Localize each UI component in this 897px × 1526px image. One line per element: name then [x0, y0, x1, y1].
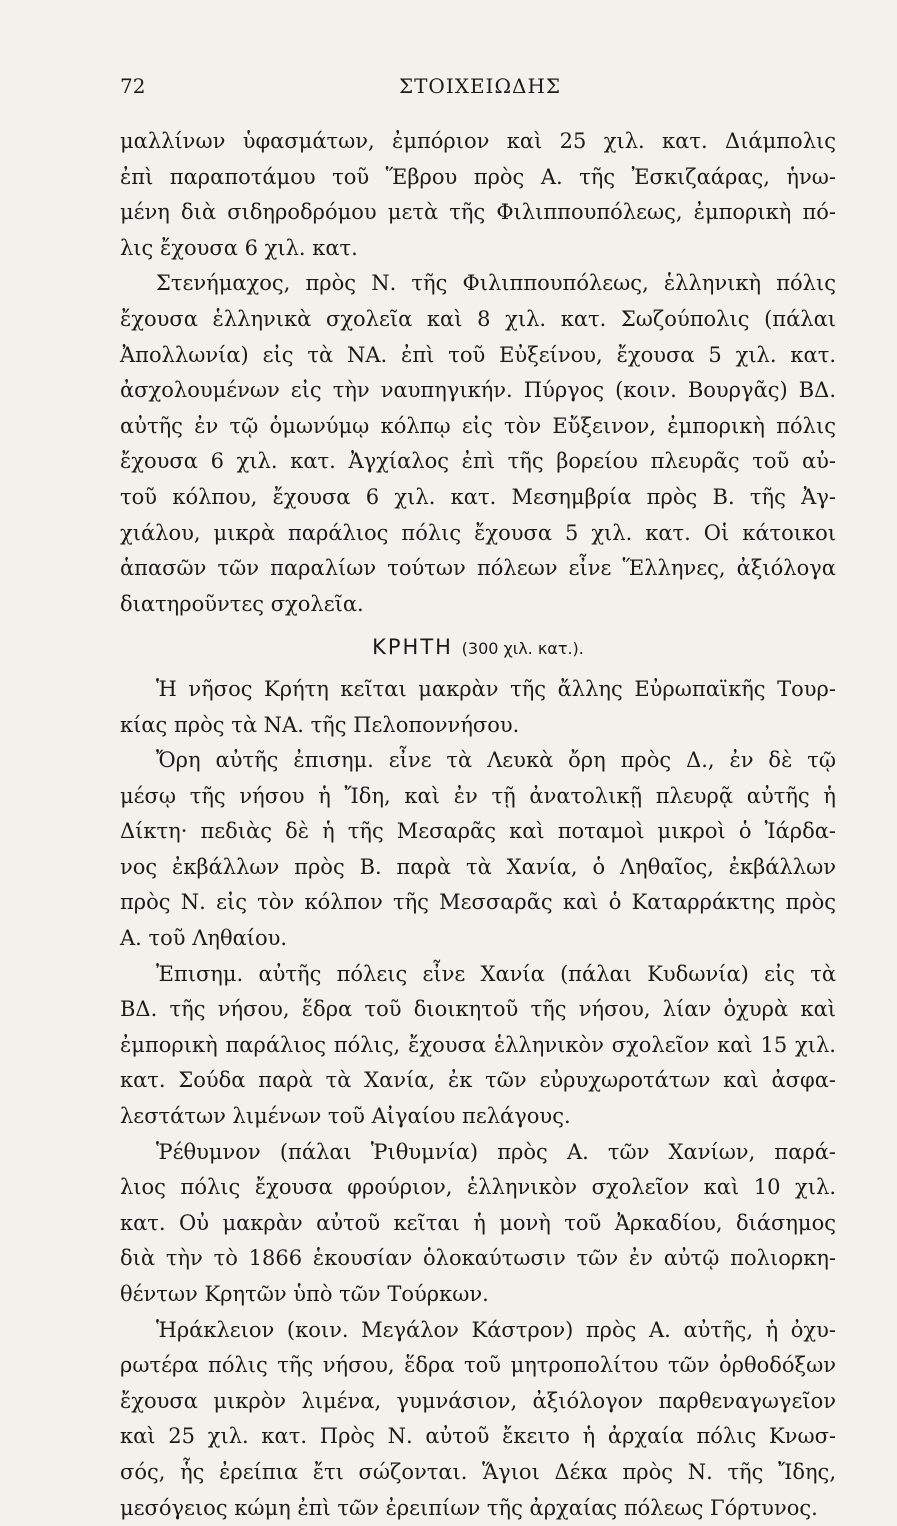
- text-line: ΒΔ. τῆς νήσου, ἕδρα τοῦ διοικητοῦ τῆς νήσου, λίαν ὀχυρὰ καὶ: [120, 997, 836, 1022]
- text-line: μέσῳ τῆς νήσου ἡ Ἴδη, καὶ ἐν τῇ ἀνατολικῇ πλευρᾷ αὐτῆς ἡ: [120, 783, 836, 808]
- text-line: θέντων Κρητῶν ὑπὸ τῶν Τούρκων.: [120, 1282, 489, 1306]
- text-line: νος ἐκβάλλων πρὸς Β. παρὰ τὰ Χανία, ὁ Ληθαῖος, ἐκβάλλων: [120, 854, 836, 879]
- text-line: Ὄρη αὐτῆς ἐπισημ. εἶνε τὰ Λευκὰ ὄρη πρὸς Δ., ἐν δὲ τῷ: [156, 748, 836, 773]
- section-thrace-coast: [120, 124, 836, 622]
- section-crete: [120, 672, 836, 1526]
- page-body: [120, 124, 836, 1526]
- text-line: ἐπὶ παραποτάμου τοῦ Ἕβρου πρὸς Α. τῆς Ἐσκιζαάρας, ἡνω-: [120, 164, 836, 189]
- text-line: κατ. Σούδα παρὰ τὰ Χανία, ἐκ τῶν εὐρυχωροτάτων καὶ ἀσφα-: [120, 1068, 836, 1093]
- text-line: ἔχουσα ἑλληνικὰ σχολεῖα καὶ 8 χιλ. κατ. Σωζούπολις (πάλαι: [120, 306, 836, 331]
- text-line: μαλλίνων ὑφασμάτων, ἐμπόριον καὶ 25 χιλ. κατ. Διάμπολις: [120, 129, 836, 153]
- text-line: Ῥέθυμνον (πάλαι Ῥιθυμνία) πρὸς Α. τῶν Χανίων, παρά-: [156, 1139, 836, 1164]
- running-head: ΣΤΟΙΧΕΙΩΔΗΣ: [398, 74, 562, 98]
- text-line: λιος πόλις ἔχουσα φρούριον, ἑλληνικὸν σχολεῖον καὶ 10 χιλ.: [120, 1175, 836, 1200]
- text-line: τοῦ κόλπου, ἔχουσα 6 χιλ. κατ. Μεσημβρία πρὸς Β. τῆς Ἀγ-: [120, 484, 836, 509]
- text-line: ἐμπορικὴ παράλιος πόλις, ἔχουσα ἑλληνικὸν σχολεῖον καὶ 15 χιλ.: [120, 1032, 836, 1057]
- heading-note: (300 χιλ. κατ.).: [461, 639, 584, 659]
- text-line: Ἐπισημ. αὐτῆς πόλεις εἶνε Χανία (πάλαι Κυδωνία) εἰς τὰ: [156, 961, 836, 986]
- text-line: λις ἔχουσα 6 χιλ. κατ.: [120, 235, 358, 260]
- text-line: μεσόγειος κώμη ἐπὶ τῶν ἐρειπίων τῆς ἀρχαίας πόλεως Γόρτυνος.: [120, 1495, 818, 1520]
- text-line: καὶ 25 χιλ. κατ. Πρὸς Ν. αὐτοῦ ἔκειτο ἡ ἀρχαία πόλις Κνωσ-: [120, 1424, 836, 1449]
- text-line: λεστάτων λιμένων τοῦ Αἰγαίου πελάγους.: [120, 1104, 571, 1129]
- text-line: σός, ἧς ἐρείπια ἔτι σώζονται. Ἅγιοι Δέκα πρὸς Ν. τῆς Ἴδης,: [120, 1459, 836, 1484]
- text-line: ἁπασῶν τῶν παραλίων τούτων πόλεων εἶνε Ἕλληνες, ἀξιόλογα: [120, 556, 836, 581]
- text-line: Δίκτη· πεδιὰς δὲ ἡ τῆς Μεσαρᾶς καὶ ποταμοὶ μικροὶ ὁ Ἰάρδα-: [120, 819, 836, 844]
- text-line: ἀσχολουμένων εἰς τὴν ναυπηγικήν. Πύργος (κοιν. Βουργᾶς) ΒΔ.: [120, 378, 836, 403]
- text-line: μένη διὰ σιδηροδρόμου μετὰ τῆς Φιλιππουπόλεως, ἐμπορικὴ πό-: [120, 200, 836, 225]
- text-line: κατ. Οὐ μακρὰν αὐτοῦ κεῖται ἡ μονὴ τοῦ Ἀρκαδίου, διάσημος: [120, 1210, 836, 1235]
- text-line: κίας πρὸς τὰ ΝΑ. τῆς Πελοποννήσου.: [120, 712, 520, 737]
- text-line: χιάλου, μικρὰ παράλιος πόλις ἔχουσα 5 χιλ. κατ. Οἱ κάτοικοι: [120, 520, 836, 545]
- text-line: Ἀπολλωνία) εἰς τὰ ΝΑ. ἐπὶ τοῦ Εὐξείνου, ἔχουσα 5 χιλ. κατ.: [120, 342, 836, 367]
- text-line: Ἡ νῆσος Κρήτη κεῖται μακρὰν τῆς ἄλλης Εὐρωπαϊκῆς Τουρ-: [156, 676, 836, 701]
- page-number: 72: [120, 74, 146, 98]
- text-line: πρὸς Ν. εἰς τὸν κόλπον τῆς Μεσσαρᾶς καὶ ὁ Καταρράκτης πρὸς: [120, 890, 836, 915]
- text-line: διὰ τὴν τὸ 1866 ἑκουσίαν ὁλοκαύτωσιν τῶν ἐν αὐτῷ πολιορκη-: [120, 1246, 836, 1271]
- text-line: Στενήμαχος, πρὸς Ν. τῆς Φιλιππουπόλεως, ἑλληνικὴ πόλις: [156, 271, 836, 296]
- text-line: ἔχουσα μικρὸν λιμένα, γυμνάσιον, ἀξιόλογον παρθεναγωγεῖον: [120, 1388, 836, 1413]
- page-header: [120, 74, 840, 104]
- text-line: διατηροῦντες σχολεῖα.: [120, 591, 364, 616]
- text-line: ἔχουσα 6 χιλ. κατ. Ἀγχίαλος ἐπὶ τῆς βορείου πλευρᾶς τοῦ αὐ-: [120, 449, 836, 474]
- section-heading: [120, 630, 836, 666]
- text-line: Α. τοῦ Ληθαίου.: [120, 926, 288, 951]
- text-line: ρωτέρα πόλις τῆς νήσου, ἕδρα τοῦ μητροπολίτου τῶν ὀρθοδόξων: [120, 1353, 836, 1378]
- text-line: αὐτῆς ἐν τῷ ὁμωνύμῳ κόλπῳ εἰς τὸν Εὔξεινον, ἐμπορικὴ πόλις: [120, 413, 836, 438]
- heading-title: ΚΡΗΤΗ: [372, 635, 453, 660]
- text-line: Ἡράκλειον (κοιν. Μεγάλον Κάστρον) πρὸς Α. αὐτῆς, ἡ ὀχυ-: [156, 1317, 836, 1342]
